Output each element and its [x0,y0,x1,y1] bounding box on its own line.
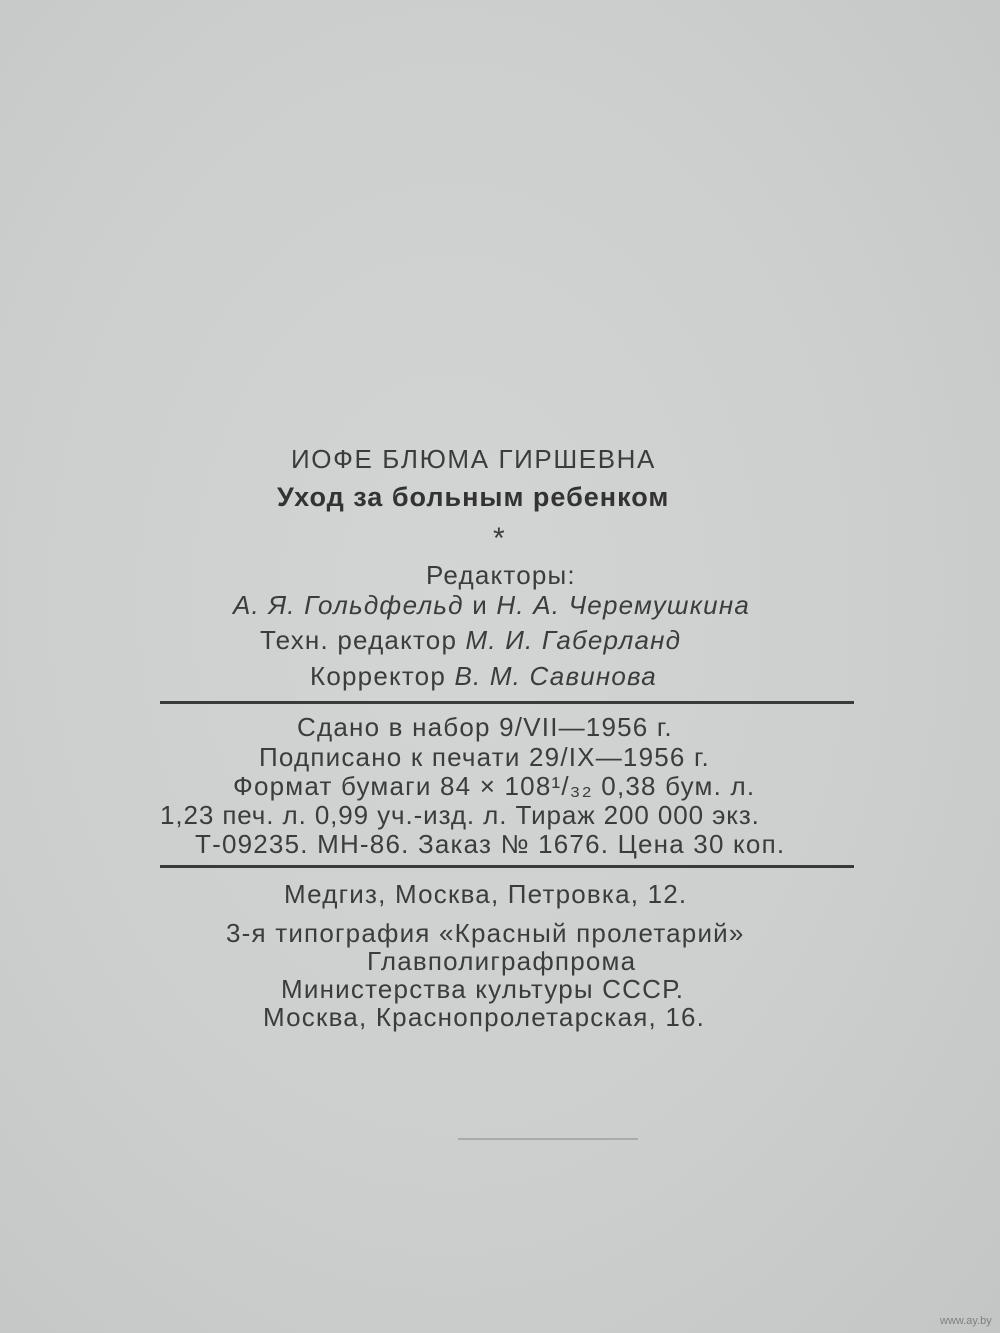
print-line-1: Сдано в набор 9/VII—1956 г. [297,712,673,742]
publisher-line-1: Медгиз, Москва, Петровка, 12. [284,879,688,909]
editor-name-1: А. Я. Гольдфельд [233,590,464,620]
print-line-3: Формат бумаги 84 × 108¹/₃₂ 0,38 бум. л. [233,771,756,801]
bottom-divider [160,865,854,868]
print-line-2: Подписано к печати 29/IX—1956 г. [259,742,710,772]
editors-conjunction: и [472,590,488,620]
site-watermark: www.ay.by [940,1315,992,1327]
top-divider [160,701,854,704]
editors-label: Редакторы: [426,560,576,590]
publisher-line-3: Главполиграфпрома [367,946,637,976]
publisher-line-5: Москва, Краснопролетарская, 16. [263,1002,706,1032]
tech-editor-label: Техн. редактор [260,625,458,655]
author-name: ИОФЕ БЛЮМА ГИРШЕВНА [291,444,656,474]
print-line-5: Т-09235. МН-86. Заказ № 1676. Цена 30 коп. [195,829,786,859]
editors-names [233,590,750,621]
publisher-line-4: Министерства культуры СССР. [281,974,685,1004]
editor-name-2: Н. А. Черемушкина [496,590,751,620]
tech-editor-name: М. И. Габерланд [465,625,682,655]
decorative-faint-line [458,1138,638,1140]
corrector [310,661,657,692]
print-line-4: 1,23 печ. л. 0,99 уч.-изд. л. Тираж 200 000 экз. [160,800,760,830]
publisher-line-2: 3-я типография «Красный пролетарий» [226,918,745,948]
corrector-label: Корректор [310,661,446,691]
tech-editor [260,625,681,656]
asterisk-separator: * [493,522,506,555]
corrector-name: В. М. Савинова [454,661,657,691]
book-title: Уход за больным ребенком [277,482,670,512]
